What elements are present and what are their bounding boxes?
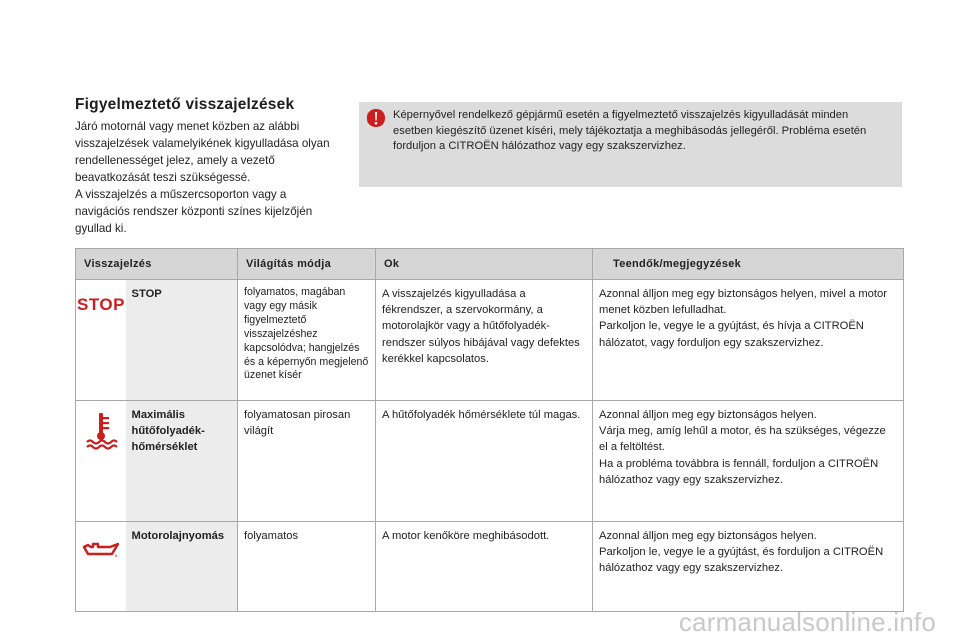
intro-paragraph: Járó motornál vagy menet közben az alábbi visszajelzések valamelyikének kigyulladása olyan rendellenességet jelez, amely a vezető beavatkozását teszi szükségessé. xyxy=(75,120,330,184)
table-row xyxy=(76,522,904,612)
action xyxy=(593,280,904,401)
action-line: Ha a probléma továbbra is fennáll, forduljon a CITROËN hálózathoz vagy egy szakszervizhez. xyxy=(599,457,879,486)
column-header: Visszajelzés xyxy=(76,249,238,280)
icon-cell xyxy=(76,280,126,401)
table-row xyxy=(76,280,904,401)
coolant-temperature-icon xyxy=(84,411,118,451)
note-text: Képernyővel rendelkező gépjármű esetén a figyelmeztető visszajelzés kigyulladását minden esetben kiegészítő üzenet kíséri, mely tájékoztatja a meghibásodás jellegéről. Probléma esetén forduljon a CITROËN hálózathoz vagy egy szakszervizhez. xyxy=(393,109,867,152)
intro-paragraph: A visszajelzés a műszercsoporton vagy a navigációs rendszer központi színes kijelzőjén gyullad ki. xyxy=(75,188,313,235)
action-line: Parkoljon le, vegye le a gyújtást, és hívja a CITROËN hálózatot, vagy forduljon egy szakszervizhez. xyxy=(599,320,864,349)
warning-name: Motorolajnyomás xyxy=(126,522,238,612)
oil-pressure-icon xyxy=(81,538,121,562)
icon-cell xyxy=(76,401,126,522)
action xyxy=(593,401,904,522)
page-title: Figyelmeztető visszajelzések xyxy=(75,96,295,113)
lighting-mode: folyamatos, magában vagy egy másik figyelmeztető visszajelzéshez kapcsolódva; hangjelzés és a képernyőn megjelenő üzenet kísér xyxy=(238,280,376,401)
table-header-row xyxy=(76,249,904,280)
cause: A visszajelzés kigyulladása a fékrendszer, a szervokormány, a motorolajkör vagy a hűtőfolyadék-rendszer súlyos hibájával vagy defektes kerékkel kapcsolatos. xyxy=(376,280,593,401)
lighting-mode: folyamatos xyxy=(238,522,376,612)
action-line: Azonnal álljon meg egy biztonságos helyen. xyxy=(599,409,817,421)
cause: A hűtőfolyadék hőmérséklete túl magas. xyxy=(376,401,593,522)
action-line: Parkoljon le, vegye le a gyújtást, és forduljon a CITROËN hálózathoz vagy egy szakszervizhez. xyxy=(599,546,884,575)
stop-icon-text: STOP xyxy=(76,295,125,314)
column-header: Teendők/megjegyzések xyxy=(593,249,904,280)
column-header: Ok xyxy=(376,249,593,280)
watermark: carmanualsonline.info xyxy=(678,607,936,637)
warning-name: STOP xyxy=(126,280,238,401)
lighting-mode: folyamatosan pirosan világít xyxy=(238,401,376,522)
warning-lights-table xyxy=(75,248,904,612)
warning-name: Maximális hűtőfolyadék-hőmérséklet xyxy=(126,401,238,522)
stop-icon xyxy=(76,290,126,321)
icon-cell xyxy=(76,522,126,612)
intro-text xyxy=(75,118,337,237)
action-line: Várja meg, amíg lehűl a motor, és ha szükséges, végezze el a feltöltést. xyxy=(599,425,886,454)
column-header: Világítás módja xyxy=(238,249,376,280)
cause: A motor kenőköre meghibásodott. xyxy=(376,522,593,612)
action xyxy=(593,522,904,612)
warning-icon xyxy=(366,108,386,128)
table-row xyxy=(76,401,904,522)
note-box xyxy=(359,102,902,187)
action-line: Azonnal álljon meg egy biztonságos helyen, mivel a motor menet közben lefulladhat. xyxy=(599,288,887,317)
action-line: Azonnal álljon meg egy biztonságos helyen. xyxy=(599,530,817,542)
